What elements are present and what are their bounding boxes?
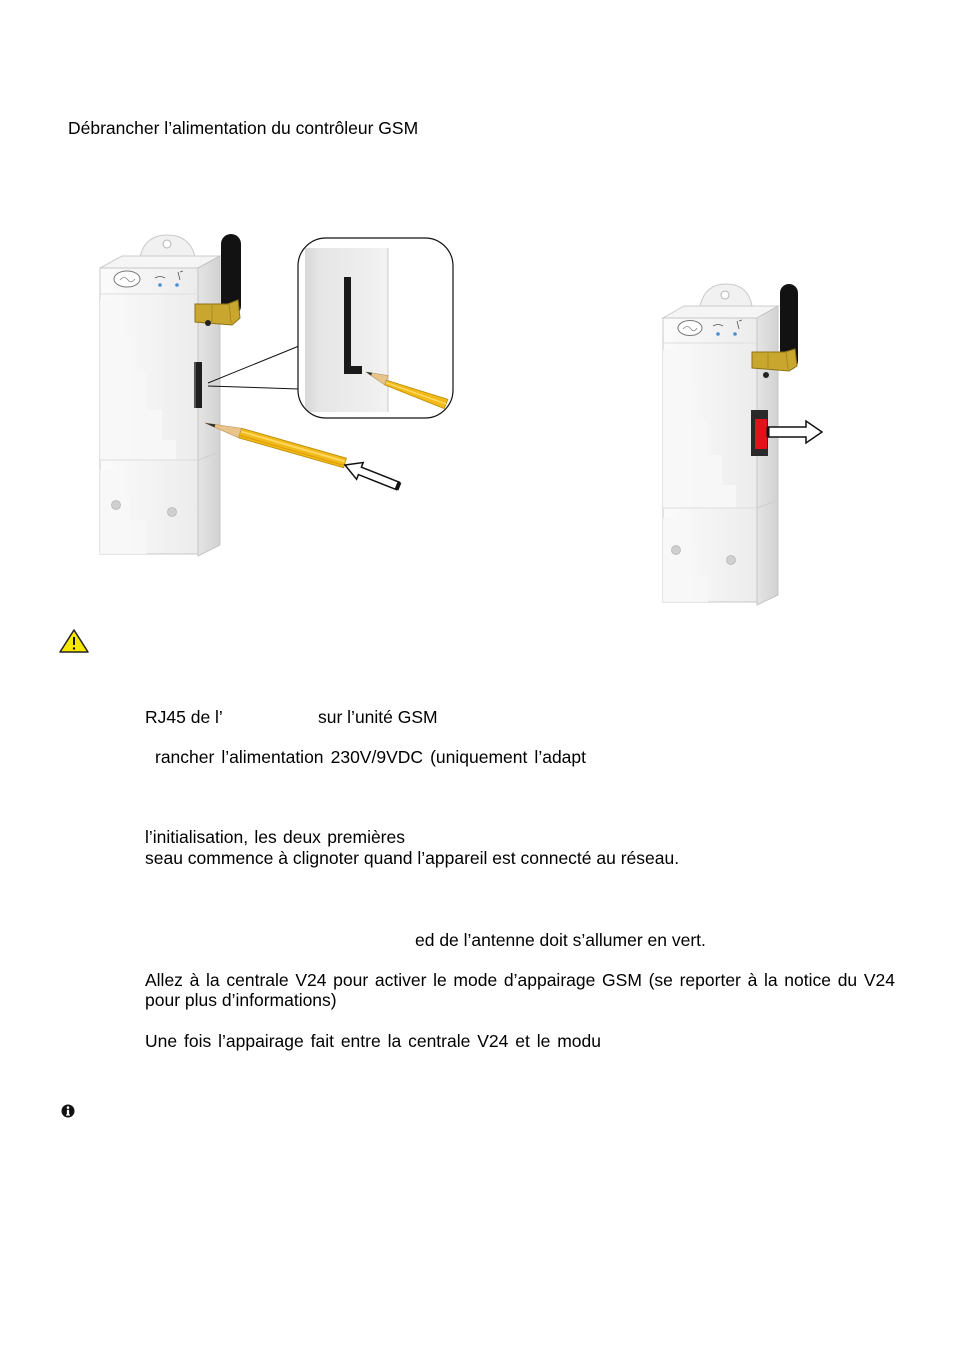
sim-slot — [196, 362, 202, 408]
callout-line — [208, 346, 299, 383]
step-antenna-led: ed de l’antenne doit s’allumer en vert. — [415, 930, 706, 950]
step-init-line1: l’initialisation, les deux premières — [145, 827, 405, 847]
info-icon — [61, 1104, 75, 1118]
zoom-callout — [298, 238, 453, 418]
step-pairing-line1: Allez à la centrale V24 pour activer le mode d’appairage GSM (se reporter à la notice du V24 — [145, 970, 895, 990]
led-indicator-icon — [733, 332, 737, 336]
callout-line — [208, 386, 299, 389]
led-indicator-icon — [716, 332, 720, 336]
pencil — [205, 423, 346, 468]
step-init-line2: seau commence à clignoter quand l’appareil est connecté au réseau. — [145, 848, 680, 868]
step-pairing-line2: pour plus d’informations) — [145, 990, 337, 1010]
step-plug-power: rancher l’alimentation 230V/9VDC (uniquement l’adapt — [155, 747, 586, 767]
warning-icon — [58, 628, 90, 654]
sim-card — [751, 410, 768, 456]
led-indicator-icon — [158, 283, 162, 287]
figure-sim-ejected — [655, 278, 830, 610]
step-rj45-part1: RJ45 de l’ — [145, 707, 223, 727]
figure-sim-eject-press — [90, 228, 460, 563]
antenna-connector — [195, 300, 240, 325]
antenna-connector — [752, 349, 797, 371]
gsm-module-left — [100, 235, 220, 556]
step-unplug-power: Débrancher l’alimentation du contrôleur GSM — [68, 118, 419, 138]
led-indicator-icon — [175, 283, 179, 287]
step-pairing-done: Une fois l’appairage fait entre la centrale V24 et le modu — [145, 1031, 601, 1051]
step-rj45-part2: sur l’unité GSM — [318, 707, 438, 727]
push-arrow — [345, 463, 400, 490]
